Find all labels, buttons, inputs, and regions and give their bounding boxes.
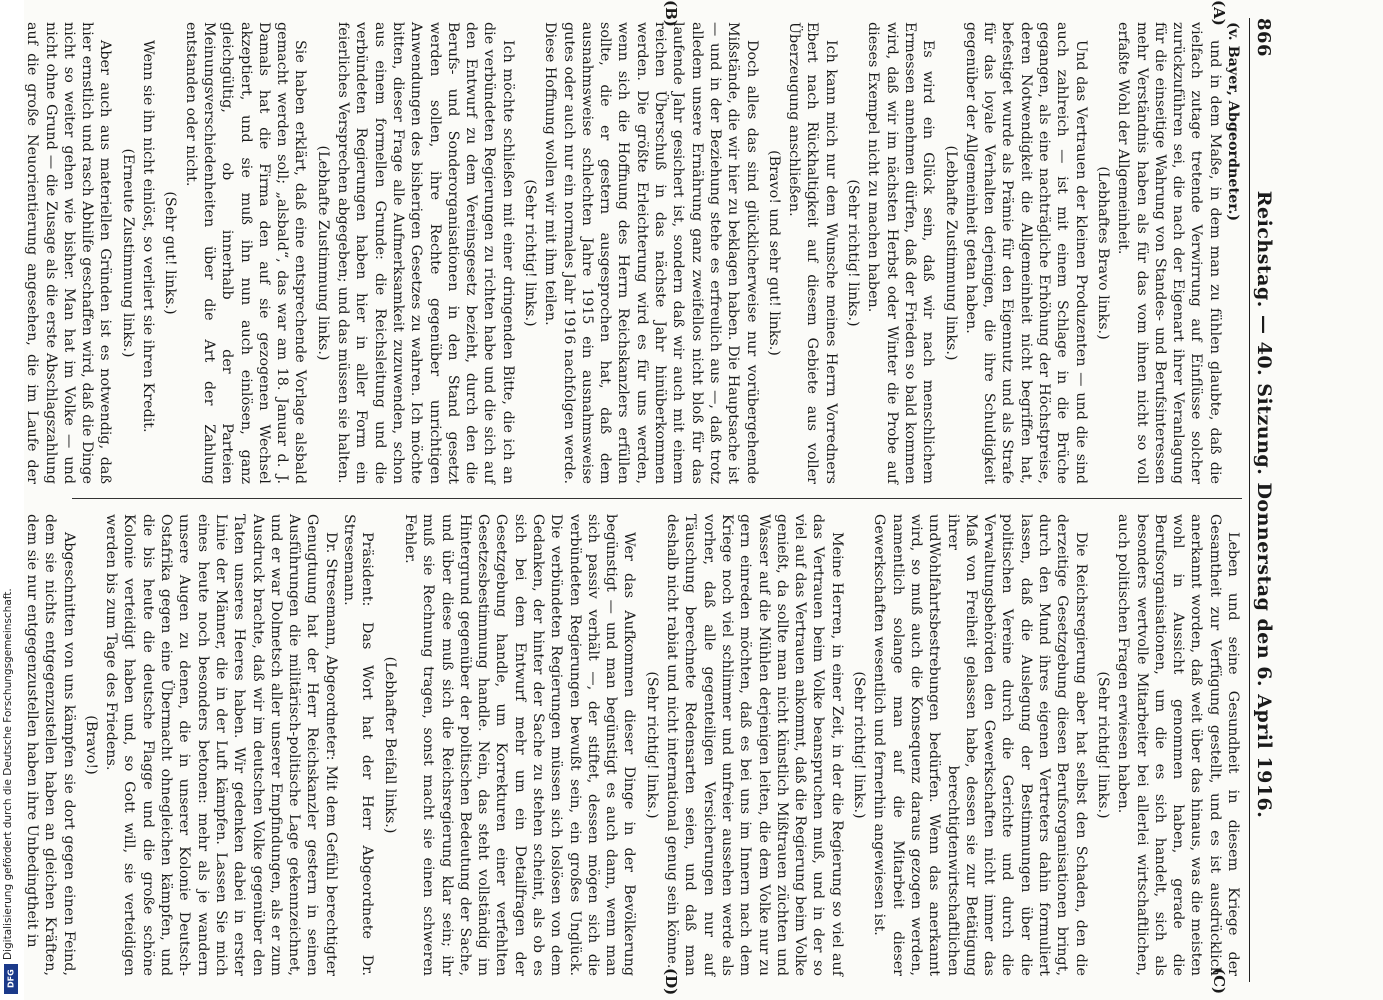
- paragraph: Abgeschnitten von uns kämpfen sie dort gegen einen Feind, dem sie nichts entgegenzustellen haben an gleichen Kräften, dem sie nur entgegenzustellen haben ihre Unbedingtheit in: [24, 514, 77, 976]
- interjection: (Lebhafter Beifall links.): [381, 656, 398, 834]
- interjection: (Sehr richtig! links.): [1094, 671, 1111, 819]
- margin-mark-c: (C): [1210, 968, 1228, 995]
- paragraph: Doch alles das sind glücklicherweise nur vorübergehende Mißstände, die wir hier zu beklagen haben. Die Hauptsache ist — und in der Beziehung stehe es erfreulich aus —, daß trotz alledem unsere Ernährung ganz zweifellos nicht bloß für das laufende Jahr gesichert ist, sondern daß wir auch mit einem reichen Überschuß in das nächste Jahr hinüberkommen werden. Die größte Erleichterung wird es für uns werden, wenn sich die Hoffnung des Herrn Reichskanzlers erfüllen sollte, die er gestern ausgesprochen hat, daß dem ausnahmsweise schlechten Jahre 1915 ein ausnahmsweise gutes oder auch nur ein normales Jahr 1916 nachfolgen werde. Diese Hoffnung wollen wir mit ihm teilen.: [542, 22, 760, 484]
- margin-mark-b: (B): [662, 0, 680, 27]
- margin-mark-a: (A): [1210, 0, 1228, 26]
- margin-mark-d: (D): [662, 968, 680, 996]
- interjection: (Erneute Zustimmung links.): [119, 148, 136, 358]
- page-header: [1249, 18, 1278, 982]
- interjection: (Sehr richtig! links.): [851, 671, 868, 819]
- interjection: (Sehr richtig! links.): [845, 179, 862, 327]
- paragraph: Wer das Aufkommen dieser Dinge in der Bevölkerung begünstigt — und man begünstigt es auch dann, wenn man sich passiv verhält —, der stiftet, dessen mögen sich die verbündeten Regierungen bewußt sein, ein großes Unglück. Die verbündeten Regierungen müssen sich loslösen von dem Gedanken, der hinter der Sache zu stehen scheint, als ob es sich bei dem Entwurf mehr um ein Detailfragen der Gesetzgebung handle, um Korrekturen einer verfehlten Gesetzesbestimmung handle. Nein, das steht vollständig im Hintergrund gegenüber der politischen Bedeutung der Sache, und über diese muß sich die Reichsregierung klar sein; ihr muß sie Rechnung tragen, sonst macht sie einen schweren Fehler.: [401, 514, 638, 976]
- paragraph: Und das Vertrauen der kleinen Produzenten — und die sind auch zahlreich — ist mit einem Schlage in die Brüche gegangen, als eine nachträgliche Erhöhung der Höchstpreise, deren Notwendigkeit die Allgemeinheit nicht begriffen hat, befestiget wurde als Prämie für den Eigennutz und als Strafe für das loyale Verhalten derjenigen, die ihre Schuldigkeit gegenüber der Allgemeinheit getan haben.: [962, 22, 1089, 484]
- interjection: (Lebhafte Zustimmung links.): [942, 145, 959, 361]
- paragraph: Leben und seine Gesundheit in diesem Kriege der Gesamtheit zur Verfügung gestellt, und es ist ausdrücklich anerkannt worden, daß weit über das hinaus, was die meisten wohl in Aussicht genommen haben, gerade die Berufsorganisationen, um die es sich handelt, sich als besonders wertvolle Mitarbeiter bei allerlei wirtschaftlichen, auch politischen Fragen erwiesen haben.: [1115, 514, 1241, 976]
- speaker-line: (v. Bayer, Abgeordneter.): [1225, 22, 1241, 222]
- interjection: (Sehr richtig! links.): [522, 179, 539, 327]
- interjection: (Bravo! und sehr gut! links.): [765, 150, 782, 356]
- digitization-note: Digitalisierung gefördert durch die Deutsche Forschungsgemeinschaft.: [2, 588, 14, 960]
- paragraph: Sie haben erklärt, daß eine entsprechende Vorlage alsbald gemacht werden soll; „alsbald“, das war am 18. Januar d. J. Damals hat die Firma den auf sie gezogenen Wechsel akzeptiert, und sie muß ihn nun auch einlösen, ganz gleichgültig, ob innerhalb der Parteien Meinungsverschiedenheiten über die Art der Zahlung entstanden oder nicht.: [182, 22, 309, 484]
- footer-strip: [0, 0, 24, 1000]
- interjection: (Sehr richtig! links.): [643, 671, 660, 819]
- interjection: (Sehr gut! links.): [162, 191, 179, 315]
- column-divider: [72, 498, 1242, 499]
- page-number: 866: [1253, 18, 1275, 58]
- left-column-text: [0, 22, 1224, 484]
- interjection: (Lebhaftes Bravo links.): [1094, 166, 1111, 340]
- page-title: Reichstag. — 40. Sitzung. Donnerstag den 6. April 1916.: [1253, 190, 1275, 819]
- right-column: [23, 514, 1242, 976]
- paragraph: Präsident: Das Wort hat der Herr Abgeordnete Dr. Stresemann.: [341, 514, 376, 976]
- paragraph: Es wird ein Glück sein, daß wir nach menschlichem Ermessen annehmen dürfen, daß der Frieden so bald kommen wird, daß wir im nächsten Herbst oder Winter die Probe auf dieses Exempel nicht zu machen haben.: [865, 22, 937, 484]
- paragraph: Meine Herren, in einer Zeit, in der die Regierung so viel auf das Vertrauen beim Volke beanspruchen muß, und in der so viel auf das Vertrauen ankommt, daß die Regierung beim Volke genießt, da sollte man nicht künstlich Mißtrauen züchten und Wasser auf die Mühlen derjenigen leiten, die dem Volke nur zu gern einreden möchten, daß es bei uns im Innern nach dem Kriege noch viel schlimmer und unfreier aussehen werde als vorher, daß alle gegenteiligen Versicherungen nur auf Täuschung berechnete Redensarten seien, und daß man deshalb nicht rabiat und nicht international genug sein könne.: [664, 514, 845, 976]
- interjection: (Bravo!): [82, 715, 99, 775]
- left-column: [0, 22, 1242, 484]
- paragraph: und in dem Maße, in dem man zu fühlen glaubte, daß die vielfach zutage tretende Verwirrung auf Einflüsse solcher zurückzuführen sei, die nach der Eigenart ihrer Veranlagung für die einseitige Wahrung von Standes- und Berufsinteressen mehr Verständnis haben als für das vom ihnen nicht so voll erfaßte Wohl der Allgemeinheit.: [1115, 22, 1223, 484]
- paragraph: Ich möchte schließen mit einer dringenden Bitte, die ich an die verbündeten Regierungen zu richten habe und die sich auf den Entwurf zu dem Vereinsgesetz bezieht, durch den die Berufs- und Sonderorganisationen in den Stand gesetzt werden sollen, ihre Rechte gegenüber unrichtigen Anwendungen des bisherigen Gesetzes zu wahren. Ich möchte bitten, dieser Frage alle Aufmerksamkeit zuzuwenden, schon aus einem formellen Grunde: die Reichsleitung und die verbündeten Regierungen haben hier in aller Form ein feierliches Versprechen abgegeben; und das müssen sie halten.: [335, 22, 516, 484]
- paragraph: Dr. Stresemann, Abgeordneter: Mit dem Gefühl berechtigter Genugtuung hat der Herr Reichskanzler gestern in seinen Ausführungen die militärisch-politische Lage gekennzeichnet, und er war Dolmetsch aller unserer Empfindungen, als er zum Ausdruck brachte, daß wir im deutschen Volke gegenüber den Taten unseres Heeres haben. Wir gedenken dabei in erster Linie der Männer, die in der Luft kämpfen. Lassen Sie mich eines heute noch besonders betonen: mehr als je wandern unsere Augen zu denen, die in unserer Kolonie Deutsch-Ostafrika gegen eine Übermacht ohnegleichen kämpfen, und die bis heute die deutsche Flagge und die große schöne Kolonie verteidigt haben und, so Gott will, sie verteidigen werden bis zum Tage des Friedens.: [103, 514, 339, 976]
- interjection: (Lebhafte Zustimmung links.): [314, 145, 331, 361]
- paragraph: Wenn sie ihn nicht einlöst, so verliert sie ihren Kredit.: [140, 40, 157, 433]
- dfg-logo: DFG: [4, 964, 18, 994]
- paragraph: Aber auch aus materiellen Gründen ist es notwendig, daß hier ernstlich und rasch Abhilfe geschaffen wird, daß die Dinge nicht so weiter gehen wie bisher. Man hat im Volke — und nicht ohne Grund — die Zusage als die erste Abschlagszahlung auf die große Neuorientierung angesehen, die im Laufe der: [24, 22, 114, 484]
- rotated-page-content: [24, 0, 1290, 1000]
- paragraph: Ich kann mich nur dem Wunsche meines Herrn Vorredners Ebert nach Rückhaltigkeit auf diesem Gebiete aus voller Überzeugung anschließen.: [786, 22, 839, 484]
- paragraph: Die Reichsregierung aber hat selbst den Schaden, den die derzeitige Gesetzgebung diesen Berufsorganisationen bringt, durch den Mund ihres eigenen Vertreters dahin formuliert lassen, daß die Auslegung der Bestimmungen über die politischen Vereine durch die Gerichte und durch die Verwaltungsbehörden den Gewerkschaften nicht immer das Maß von Freiheit gelassen habe, dessen sie zur Betätigung ihrer berechtigtenwirtschaftlichen undWohlfahrtsbestrebungen bedürfen. Wenn das anerkannt wird, so muß auch die Konsequenz daraus gezogen werden, namentlich solange man auf die Mitarbeit dieser Gewerkschaften wesentlich und fernerhin angewiesen ist.: [871, 514, 1089, 976]
- right-column-text: [23, 514, 1242, 976]
